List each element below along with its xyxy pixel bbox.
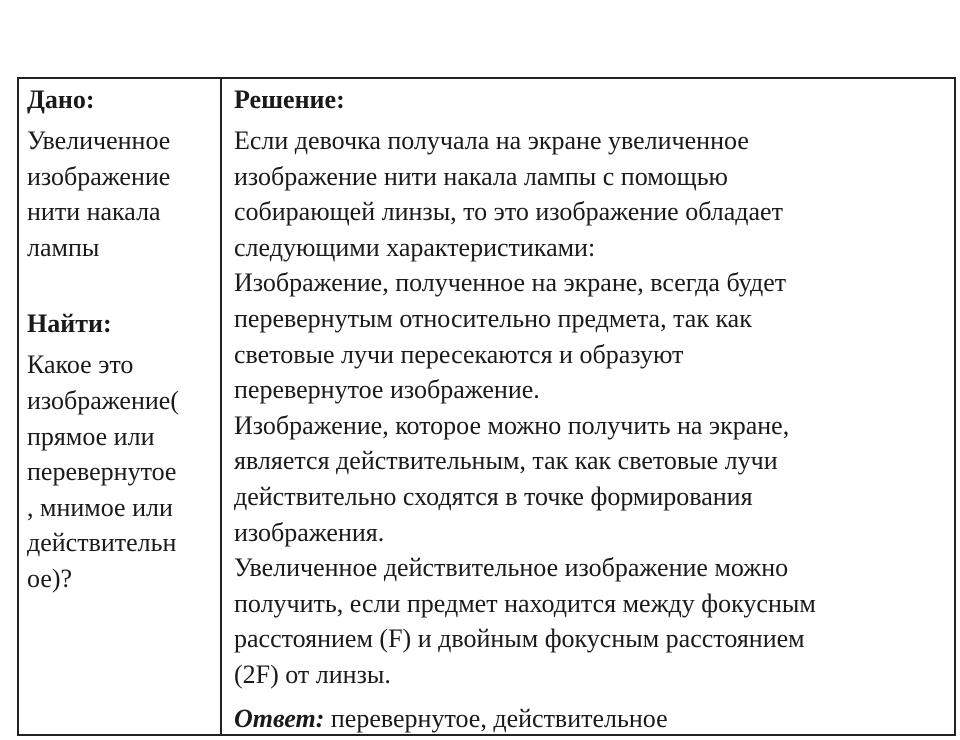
find-line: ое)? [27, 563, 73, 593]
solution-line: является действительным, так как световые лучи [234, 446, 778, 476]
solution-table [17, 77, 956, 736]
solution-line: действительно сходятся в точке формирования [234, 481, 753, 511]
given-line: лампы [27, 232, 100, 262]
given-line: Увеличенное [27, 126, 171, 155]
find-line: Какое это [27, 350, 134, 380]
find-line: , мнимое или [27, 492, 173, 522]
solution-heading: Решение: [234, 85, 345, 114]
find-line: изображение( [27, 385, 179, 415]
find-line: перевернутое [27, 457, 177, 487]
solution-line: расстоянием (F) и двойным фокусным расстоянием [234, 624, 805, 654]
solution-line: следующими характеристиками: [234, 232, 596, 262]
find-heading: Найти: [27, 309, 112, 339]
answer-label: Ответ: [234, 703, 325, 733]
find-line: действительн [27, 528, 177, 558]
solution-line: Изображение, которое можно получить на экране, [234, 410, 790, 440]
solution-line: (2F) от линзы. [234, 659, 391, 689]
given-heading: Дано: [27, 85, 95, 114]
solution-line: Если девочка получала на экране увеличенное [234, 126, 749, 155]
solution-line: световые лучи пересекаются и образуют [234, 339, 684, 369]
solution-line: перевернутое изображение. [234, 375, 540, 405]
given-line: изображение [27, 161, 171, 191]
given-line: нити накала [27, 197, 161, 227]
solution-line: Изображение, полученное на экране, всегда будет [234, 268, 787, 298]
answer [234, 701, 950, 737]
given-find-column [19, 79, 222, 734]
answer-text: перевернутое, действительное [324, 703, 668, 733]
solution-line: собирающей линзы, то это изображение обладает [234, 197, 783, 227]
solution-line: изображения. [234, 517, 385, 547]
solution-line: получить, если предмет находится между фокусным [234, 588, 816, 618]
solution-line: изображение нити накала лампы с помощью [234, 161, 728, 191]
solution-column [222, 79, 954, 734]
find-line: прямое или [27, 421, 155, 451]
solution-line: перевернутым относительно предмета, так как [234, 303, 752, 333]
solution-line: Увеличенное действительное изображение можно [234, 553, 789, 583]
